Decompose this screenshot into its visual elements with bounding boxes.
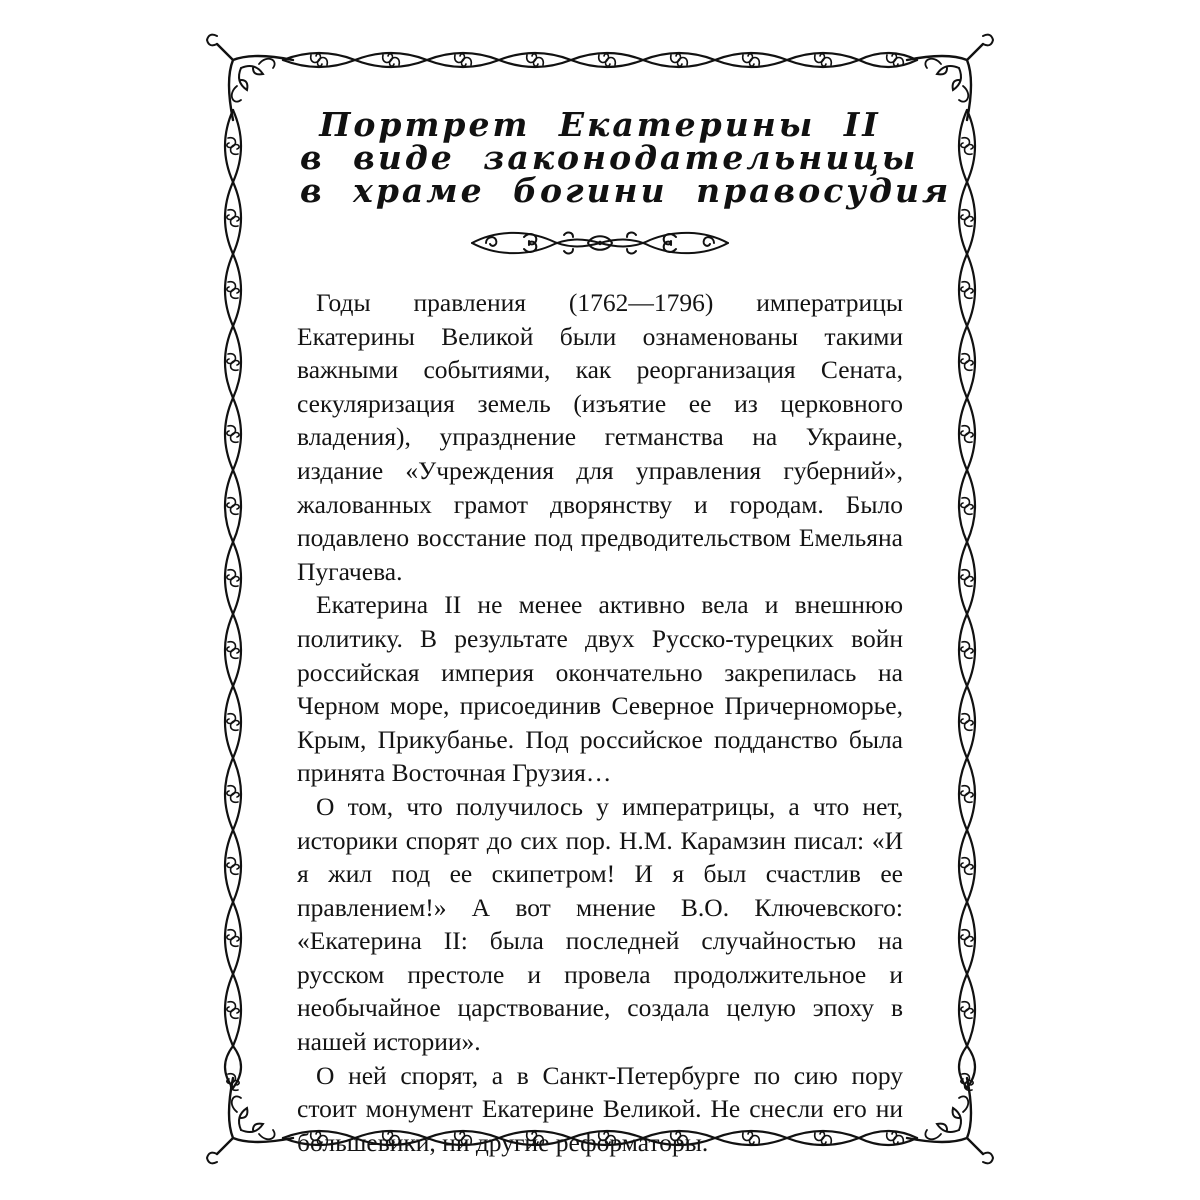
paragraph: О ней спорят, а в Санкт-Петербурге по сию пору стоит монумент Екатерине Великой. Не снесли его ни большевики, ни другие реформаторы. [297, 1060, 903, 1157]
corner-fleuron-icon [937, 1124, 959, 1132]
corner-fleuron-icon [907, 56, 971, 120]
corner-fleuron-icon [967, 1138, 983, 1154]
title-line: Портрет Екатерины II [319, 105, 881, 144]
corner-fleuron-icon [239, 68, 247, 90]
corner-fleuron-icon [953, 68, 961, 90]
title-line: в храме богини правосудия [300, 171, 952, 210]
corner-fleuron-icon [241, 66, 263, 74]
paragraph: Екатерина II не менее активно вела и внешнюю политику. В результате двух Русско-турецких войн российская империя окончательно закрепилась на Черном море, присоединив Северное Причерноморье, Крым, Прикубанье. Под российское подданство была принята Восточная Грузия… [297, 590, 903, 788]
title-line: в виде законодательницы [300, 138, 919, 177]
corner-fleuron-icon [207, 35, 217, 46]
corner-fleuron-icon [232, 1096, 241, 1112]
corner-fleuron-icon [241, 1124, 263, 1132]
corner-fleuron-icon [907, 1078, 971, 1142]
corner-fleuron-icon [239, 1108, 247, 1130]
corner-fleuron-icon [207, 1153, 217, 1164]
corner-fleuron-icon [217, 1138, 233, 1154]
corner-fleuron-icon [983, 35, 993, 46]
corner-fleuron-icon [925, 59, 941, 68]
corner-fleuron-icon [959, 1096, 968, 1112]
corner-fleuron-icon [959, 86, 968, 102]
corner-fleuron-icon [259, 59, 275, 68]
paragraph: О том, что получилось у императрицы, а что нет, историки спорят до сих пор. Н.М. Карамзин писал: «И я жил под ее скипетром! И я был счастлив ее правлением!» А вот мнение В.О. Ключевского: «Екатерина II: была последней случайностью на русском престоле и провела продолжительное и необычайное царствование, создала целую эпоху в нашей истории». [297, 791, 903, 1057]
corner-fleuron-icon [937, 66, 959, 74]
scroll-ornament-icon [466, 226, 734, 260]
corner-fleuron-icon [232, 86, 241, 102]
corner-fleuron-icon [229, 56, 293, 120]
corner-fleuron-icon [217, 44, 233, 60]
corner-fleuron-icon [259, 1130, 275, 1139]
corner-fleuron-icon [983, 1153, 993, 1164]
corner-fleuron-icon [953, 1108, 961, 1130]
corner-fleuron-icon [967, 44, 983, 60]
paragraph: Годы правления (1762—1796) императрицы Екатерины Великой были ознаменованы такими важными событиями, как реорганизация Сената, секуляризация земель (изъятие ее из церковного владения), упразднение гетманства на Украине, издание «Учреждения для управления губерний», жалованных грамот дворянству и городам. Было подавлено восстание под предводительством Емельяна Пугачева. [297, 288, 903, 586]
corner-fleuron-icon [229, 1078, 293, 1142]
page-title [300, 105, 952, 210]
corner-fleuron-icon [925, 1130, 941, 1139]
article-body [297, 286, 903, 1159]
